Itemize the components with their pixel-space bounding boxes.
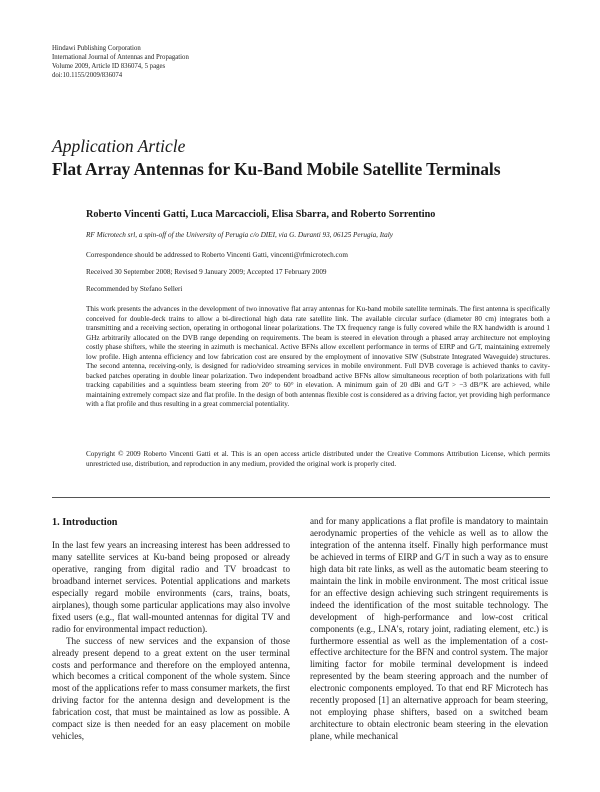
recommended-by: Recommended by Stefano Selleri [86, 285, 183, 293]
abstract: This work presents the advances in the development of two innovative flat array antennas for Ku-band mobile satellite terminals. The first antenna is specifically conceived for double-deck trains to allow a bi-directional high data rate satellite link. The available circular surface (diameter 80 cm) integrates both a transmitting and a receiving section, operating in orthogonal linear polarizations. The TX frequency range is fully covered while the RX handwidth is around 1 GHz arbitrarily allocated on the DVB range depending on requirements. The beam is steered in elevation through a phased array architecture not employing costly phase shifters, while the steering in azimuth is mechanical. Active BFNs allow excellent performance in terms of EIRP and G/T, maintaining extremely low profile. High antenna efficiency and low fabrication cost are ensured by the employment of innovative SIW (Substrate Integrated Waveguide) structures. The second antenna, receiving-only, is designed for radio/video streaming services in mobile environment. Full DVB coverage is achieved thanks to cavity-backed patches operating in double linear polarization. Two independent broadband active BFNs allow simultaneous reception of both polarizations with full tracking capabilities and a squintless beam steering from 20° to 60° in elevation. A minimum gain of 20 dBi and G/T > −3 dB/°K are achieved, while maintaining extremely compact size and flat profile. In the design of both antennas flexible cost is considered as a driving factor, yet providing high performance with a flat profile and thus resulting in a great commercial potentiality. [86, 305, 550, 408]
publisher-line: Hindawi Publishing Corporation [52, 45, 141, 52]
history-dates: Received 30 September 2008; Revised 9 January 2009; Accepted 17 February 2009 [86, 268, 327, 276]
authors: Roberto Vincenti Gatti, Luca Marcaccioli, Elisa Sbarra, and Roberto Sorrentino [86, 209, 436, 220]
volume-line: Volume 2009, Article ID 836074, 5 pages [52, 63, 166, 71]
journal-header [52, 44, 189, 80]
left-column [52, 540, 290, 743]
intro-paragraph-2-continued: and for many applications a flat profile is mandatory to maintain aerodynamic properties of the vehicle as well as to allow the integration of the antenna itself. Finally high performance must be achieved in terms of EIRP and G/T in such a way as to ensure high data bit rate links, as well as the automatic beam steering to maintain the link in mobile environment. The most critical issue for an effective design achieving such stringent requirements is indeed the identification of the most suitable technology. The development of high-performance and low-cost critical components (e.g., LNA's, rotary joint, radiating element, etc.) is furthermore essential as well as the implementation of a cost-effective architecture for the BFN and control system. The major limiting factor for mobile terminal development is indeed represented by the beam steering approach and the number of electronic components employed. To that end RF Microtech has recently proposed [1] an alternative approach for beam steering, not employing phase shifters, based on a switched beam architecture to obtain electronic beam steering in the elevation plane, while mechanical [310, 516, 548, 742]
section-heading-introduction: 1. Introduction [52, 517, 118, 528]
intro-paragraph-2: The success of new services and the expansion of those already present depend to a great extent on the user terminal costs and performance and therefore on the employed antenna, which becomes a critical component of the whole system. Since most of the applications refer to mass consumer markets, the first driving factor for the antenna design and development is the fabrication cost, that must be maintained as low as possible. A compact size is then needed for an easy placement on mobile vehicles, [52, 635, 290, 742]
doi-line: doi:10.1155/2009/836074 [52, 72, 123, 80]
copyright-notice: Copyright © 2009 Roberto Vincenti Gatti et al. This is an open access article distributed under the Creative Commons Attribution License, which permits unrestricted use, distribution, and reproduction in any medium, provided the original work is properly cited. [86, 450, 550, 468]
correspondence: Correspondence should be addressed to Roberto Vincenti Gatti, vincenti@rfmicrotech.com [86, 251, 348, 259]
right-column [310, 516, 548, 743]
article-type: Application Article [52, 136, 186, 156]
intro-paragraph-1: In the last few years an increasing interest has been addressed to many satellite services at Ku-band being proposed or already operative, ranging from digital radio and TV broadcast to broadband internet services. Potential applications and markets especially regard mobile environments (cars, trains, boats, airplanes), though some particular applications may also involve fixed users (e.g., flat wall-mounted antennas for digital TV and radio for environmental impact reduction). [52, 540, 290, 634]
article-title: Flat Array Antennas for Ku-Band Mobile Satellite Terminals [52, 159, 501, 179]
section-divider [52, 497, 550, 498]
journal-name: International Journal of Antennas and Propagation [52, 54, 189, 62]
affiliation: RF Microtech srl, a spin-off of the University of Perugia c/o DIEI, via G. Duranti 93, 06125 Perugia, Italy [86, 231, 393, 239]
